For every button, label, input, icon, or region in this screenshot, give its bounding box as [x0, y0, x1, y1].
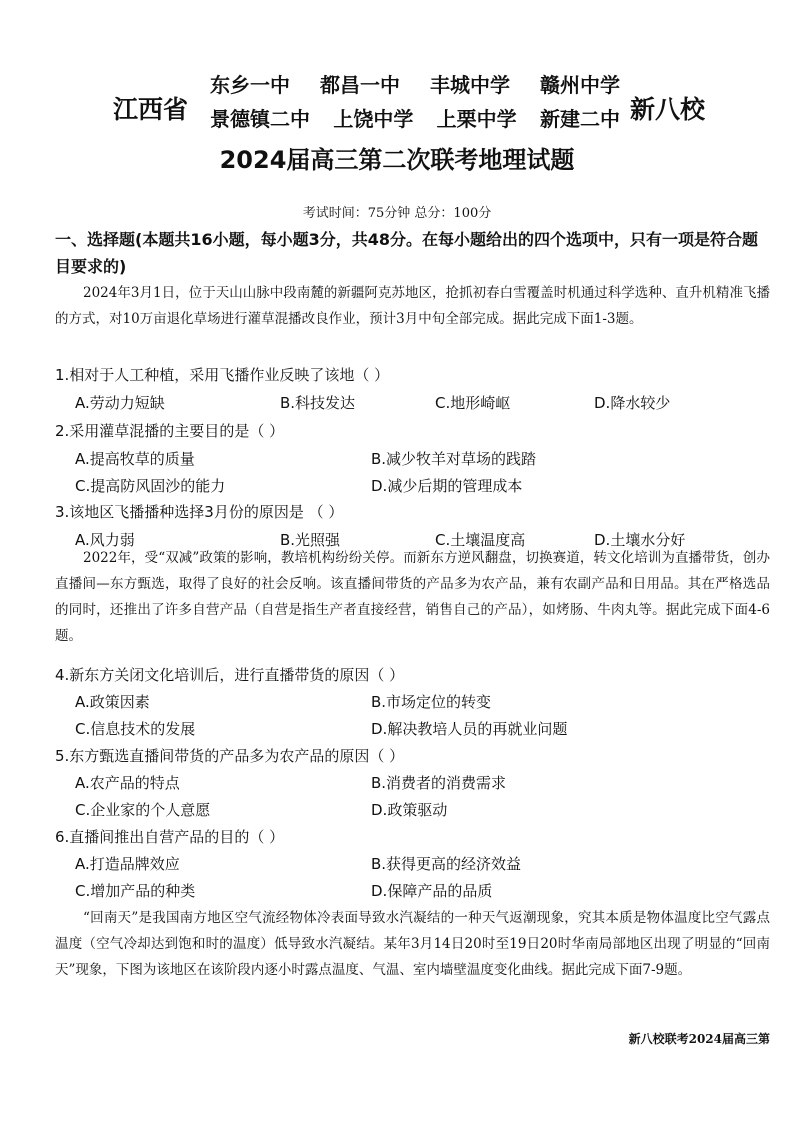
header — [0, 60, 794, 140]
province-label: 江西省 — [113, 95, 189, 124]
school-row-1 — [210, 68, 620, 102]
option-d[interactable]: D.土壤水分好 — [594, 531, 686, 549]
school-name: 东乡一中 — [210, 73, 290, 97]
option-b[interactable]: B.光照强 — [280, 531, 341, 549]
question-3-stem: 3.该地区飞播播种选择3月份的原因是 （ ） — [55, 503, 344, 521]
option-a[interactable]: A.打造品牌效应 — [75, 855, 180, 873]
option-d[interactable]: D.政策驱动 — [371, 801, 448, 819]
option-a[interactable]: A.政策因素 — [75, 693, 150, 711]
school-list — [210, 68, 620, 136]
option-c[interactable]: C.信息技术的发展 — [75, 720, 196, 738]
page-footer: 新八校联考2024届高三第 — [628, 1032, 770, 1046]
question-4-stem: 4.新东方关闭文化培训后，进行直播带货的原因（ ） — [55, 666, 405, 684]
question-2-stem: 2.采用灌草混播的主要目的是（ ） — [55, 422, 285, 440]
school-name: 上饶中学 — [333, 107, 414, 131]
option-c[interactable]: C.地形崎岖 — [435, 394, 511, 412]
school-name: 上栗中学 — [436, 107, 517, 131]
group-label: 新八校 — [630, 95, 706, 124]
school-name: 丰城中学 — [430, 73, 510, 97]
school-name: 景德镇二中 — [210, 107, 310, 131]
option-d[interactable]: D.解决教培人员的再就业问题 — [371, 720, 568, 738]
passage-2: 2022年，受“双减”政策的影响，教培机构纷纷关停。而新东方逆风翻盘，切换赛道，转文化培训为直播带货，创办直播间—东方甄选，取得了良好的社会反响。该直播间带货的产品多为农产品，兼有农副产品和日用品。其在严格选品的同时，还推出了许多自营产品（自营是指生产者直接经营，销售自己的产品），如烤肠、牛肉丸等。据此完成下面4-6题。 — [55, 550, 770, 644]
option-b[interactable]: B.科技发达 — [280, 394, 356, 412]
option-c[interactable]: C.土壤温度高 — [435, 531, 526, 549]
question-6-stem: 6.直播间推出自营产品的目的（ ） — [55, 828, 285, 846]
section-heading: 一、选择题(本题共16小题，每小题3分，共48分。在每小题给出的四个选项中，只有一项是符合题目要求的) — [55, 230, 758, 276]
exam-title: 2024届高三第二次联考地理试题 — [219, 146, 575, 174]
school-name: 新建二中 — [539, 107, 620, 131]
question-5-stem: 5.东方甄选直播间带货的产品多为农产品的原因（ ） — [55, 747, 405, 765]
option-d[interactable]: D.保障产品的品质 — [371, 882, 493, 900]
option-c[interactable]: C.提高防风固沙的能力 — [75, 477, 226, 495]
option-d[interactable]: D.降水较少 — [594, 394, 671, 412]
exam-meta: 考试时间：75分钟 总分：100分 — [302, 206, 492, 221]
option-b[interactable]: B.市场定位的转变 — [371, 693, 492, 711]
school-name: 赣州中学 — [540, 73, 620, 97]
school-name: 都昌一中 — [320, 73, 400, 97]
passage-3: “回南天”是我国南方地区空气流经物体冷表面导致水汽凝结的一种天气返潮现象，究其本质是物体温度比空气露点温度（空气冷却达到饱和时的温度）低导致水汽凝结。某年3月14日20时至19日20时华南局部地区出现了明显的“回南天”现象，下图为该地区在该阶段内逐小时露点温度、气温、室内墙壁温度变化曲线。据此完成下面7-9题。 — [55, 910, 770, 978]
passage-1: 2024年3月1日，位于天山山脉中段南麓的新疆阿克苏地区，抢抓初春白雪覆盖时机通过科学选种、直升机精准飞播的方式，对10万亩退化草场进行灌草混播改良作业，预计3月中旬全部完成。据此完成下面1-3题。 — [55, 285, 770, 327]
option-b[interactable]: B.获得更高的经济效益 — [371, 855, 522, 873]
option-a[interactable]: A.风力弱 — [75, 531, 135, 549]
option-a[interactable]: A.农产品的特点 — [75, 774, 180, 792]
option-d[interactable]: D.减少后期的管理成本 — [371, 477, 523, 495]
option-a[interactable]: A.提高牧草的质量 — [75, 450, 195, 468]
question-1-stem: 1.相对于人工种植，采用飞播作业反映了该地（ ） — [55, 366, 390, 384]
option-a[interactable]: A.劳动力短缺 — [75, 394, 165, 412]
school-row-2 — [210, 102, 620, 136]
option-b[interactable]: B.消费者的消费需求 — [371, 774, 507, 792]
option-c[interactable]: C.增加产品的种类 — [75, 882, 196, 900]
option-c[interactable]: C.企业家的个人意愿 — [75, 801, 211, 819]
option-b[interactable]: B.减少牧羊对草场的践踏 — [371, 450, 537, 468]
